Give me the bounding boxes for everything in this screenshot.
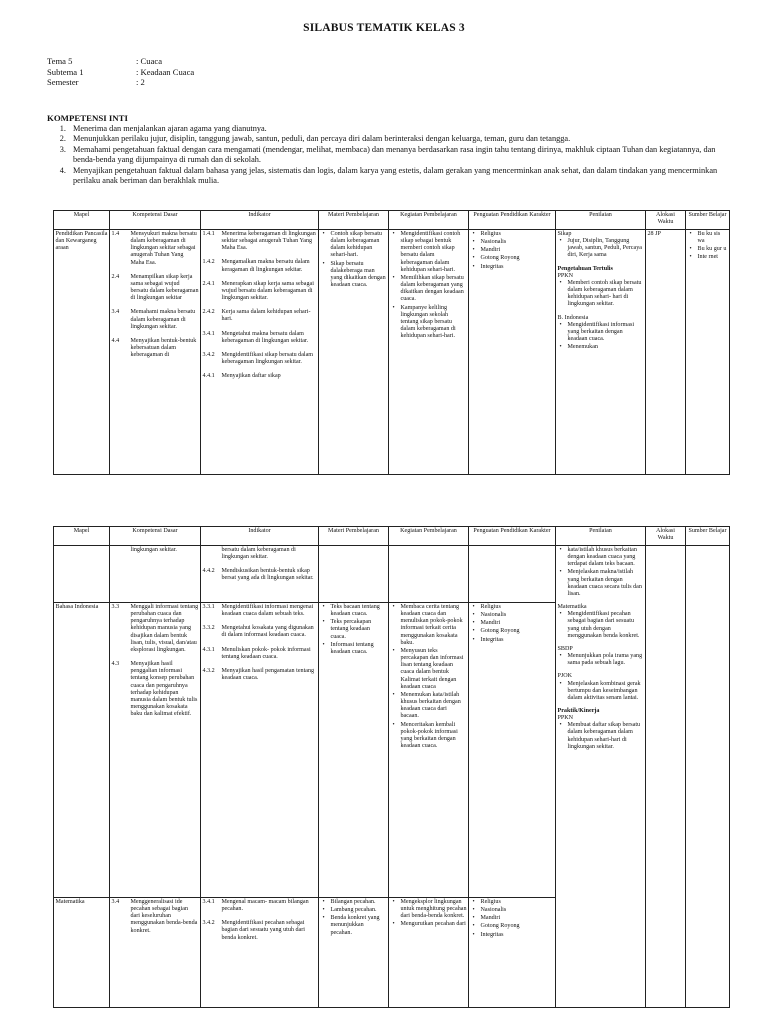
item-text: Mengetahui makna bersatu dalam keberagaman di lingkungan sekitar. [221, 330, 309, 344]
meta-label: Semester [47, 77, 79, 87]
kompetensi-inti-heading: KOMPETENSI INTI [47, 113, 128, 123]
bullet-item: • Nasionalis [471, 612, 554, 619]
penilaian-list [558, 238, 644, 259]
item-number: 3.3.2 [202, 625, 215, 632]
bullet-list [391, 899, 467, 929]
bullet-item: • Sikap bersatu dalakeberaga man yang dikaitkan dengan keadaan cuaca. [321, 261, 387, 290]
cell-penilaian [556, 546, 646, 1008]
cell-karakter [469, 898, 556, 1008]
bullet-item: • Benda konkret yang menunjukkan pecahan. [321, 915, 387, 936]
penilaian-heading: B. Indonesia [557, 314, 589, 321]
bullet-list [471, 899, 554, 939]
bullet-item: • Bu ku gur u [688, 246, 728, 253]
cell-indikator [201, 603, 319, 898]
item-number: 3.4.2 [202, 920, 215, 927]
table-header-row [54, 527, 730, 546]
numbered-item [203, 373, 317, 380]
bullet-item: • Mengidentifikasi informasi yang berkaitan dengan keadaan cuaca. [558, 322, 644, 343]
numbered-item [112, 231, 199, 267]
cell-alokasi [646, 546, 686, 1008]
bullet-list [321, 604, 387, 656]
bullet-item: • Integritas [471, 264, 554, 271]
cell-kegiatan [389, 603, 469, 898]
item-number: 4.4 [111, 337, 120, 344]
bullet-list [471, 231, 554, 271]
bullet-item: • Mengeksplor lingkungan untuk menghitung pecahan dari benda-benda konkret. [391, 899, 467, 920]
meta-label: Tema 5 [47, 56, 73, 66]
ki-number: 3. [59, 144, 66, 154]
bullet-item: • Mandiri [471, 620, 554, 627]
item-text: Menuliskan pokok- pokok informasi tentang keadaan cuaca. [221, 646, 311, 660]
numbered-item [112, 604, 199, 654]
item-number: 3.3.1 [202, 604, 215, 610]
ki-text: Memahami pengetahuan faktual dengan cara mengamati (mendengar, melihat, membaca) dan menanya berdasarkan rasa ingin tahu tentang dirinya, makhluk ciptaan Tuhan dan kegiatannya, dan benda-benda yang dijumpainya di rumah dan di sekolah. [73, 144, 716, 165]
penilaian-heading: Praktik/Kinerja [557, 707, 600, 714]
header-alokasi: Alokasi Waktu [646, 211, 686, 230]
header-sumber: Sumber Belajar [686, 527, 730, 546]
meta-label: Subtema 1 [47, 66, 84, 77]
bullet-item: • Menyusun teks percakapan dan informasi lisan tentang keadaan cuaca dalam bentuk Kalimat terkait dengan keadaan cuaca [391, 648, 467, 691]
indicator-continuation [203, 547, 317, 561]
ki-number: 4. [59, 165, 66, 175]
bullet-item: • Lambang pecahan. [321, 907, 387, 914]
header-mapel: Mapel [54, 211, 110, 230]
bullet-item: • Gotong Royong [471, 923, 554, 930]
penilaian-heading: SBDP [557, 645, 573, 652]
header-indikator: Indikator [201, 527, 319, 546]
item-text: Menerima keberagaman di lingkungan sekitar sebagai anugerah Tuhan Yang Maha Esa. [221, 231, 316, 252]
header-kegiatan: Kegiatan Pembelajaran [389, 527, 469, 546]
bullet-item: • Mandiri [471, 247, 554, 254]
cell-kegiatan [389, 230, 469, 475]
cell-kompetensi-dasar [110, 230, 201, 475]
bullet-list [391, 231, 467, 340]
ki-item [47, 166, 737, 187]
bullet-list [321, 899, 387, 937]
syllabus-table-2 [53, 526, 730, 1008]
cell-materi [319, 230, 389, 475]
item-text: Mengidentifikasi pecahan sebagai bagian dari sesuatu yang utuh dari benda konkret. [221, 920, 305, 941]
meta-value: : 2 [136, 77, 145, 87]
cell-sumber [686, 230, 730, 475]
header-materi: Materi Pembelajaran [319, 527, 389, 546]
cell-kompetensi-dasar [110, 898, 201, 1008]
bullet-item: • Bu ku sis wa [688, 231, 728, 245]
cell-indikator [201, 230, 319, 475]
bullet-item: • Nasionalis [471, 239, 554, 246]
penilaian-heading: PPKN [557, 272, 574, 279]
item-text: Memahami makna bersatu dalam keberagaman di lingkungan sekitar. [130, 309, 196, 330]
meta-row-tema [47, 56, 194, 67]
item-text: Mendiskusikan bentuk-bentuk sikap bersat yang ada di lingkungan sekitar. [221, 568, 314, 582]
kd-text: lingkungan sekitar. [130, 547, 177, 553]
header-materi: Materi Pembelajaran [319, 211, 389, 230]
numbered-item [203, 352, 317, 366]
cell-kompetensi-dasar [110, 546, 201, 603]
header-kompetensi-dasar: Kompetensi Dasar [110, 211, 201, 230]
penilaian-list [558, 547, 644, 598]
item-number: 4.3.2 [202, 667, 215, 674]
cell-materi [319, 898, 389, 1008]
cell-mapel: Matematika [54, 898, 110, 1008]
table-header-row [54, 211, 730, 230]
numbered-item [203, 604, 317, 618]
item-text: Menyajikan bentuk-bentuk kebersatuan dalam keberagaman di [130, 337, 197, 359]
item-number: 4.4.2 [202, 568, 215, 575]
bullet-item: • Membaca cerita tentang keadaan cuaca dan menuliskan pokok-pokok informasi terkait cerita menggunakan kosakata baku. [391, 604, 467, 647]
item-number: 3.4.1 [202, 330, 215, 337]
ki-text: Menyajikan pengetahuan faktual dalam bahasa yang jelas, sistematis dan logis, dalam karya yang estetis, dalam gerakan yang mencerminkan anak sehat, dan dalam tindakan yang mencerminkan perilaku anak beriman dan berakhlak mulia. [73, 165, 718, 186]
bullet-item: • Menunjukkan pola irama yang sama pada sebuah lagu. [558, 653, 644, 667]
numbered-item [203, 231, 317, 252]
numbered-item [203, 647, 317, 661]
item-text: Mengidentifikasi informasi mengenai keadaan cuaca dalam sebuah teks. [221, 604, 314, 618]
penilaian-list [558, 611, 644, 640]
item-number: 3.4.2 [202, 351, 215, 358]
bullet-item: • kata/istilah khusus berkaitan dengan keadaan cuaca yang terdapat dalam teks bacaan. [558, 547, 644, 568]
document-meta [47, 56, 194, 88]
cell-alokasi: 28 JP [646, 230, 686, 475]
cell-materi [319, 603, 389, 898]
item-text: Menyajikan daftar sikap [221, 373, 281, 380]
penilaian-list [558, 280, 644, 309]
item-text: Kerja sama dalam kehidupan sehari- hari. [221, 309, 311, 323]
bullet-item: • Kampanye keliling lingkungan sekolah tentang sikap bersatu dalam keberagaman di kehidupan sehari-hari. [391, 305, 467, 341]
header-kompetensi-dasar: Kompetensi Dasar [110, 527, 201, 546]
cell-mapel: Pendidikan Pancasila dan Kewarganeg araan [54, 230, 110, 475]
item-number: 3.4 [111, 899, 120, 905]
numbered-item [112, 309, 199, 330]
penilaian-heading: PJOK [557, 673, 573, 680]
penilaian-heading: PPKN [557, 715, 574, 722]
ki-text: Menunjukkan perilaku jujur, disiplin, tanggung jawab, santun, peduli, dan percaya diri dalam berinteraksi dengan keluarga, teman, guru dan tetangga. [73, 134, 571, 144]
cell-kegiatan [389, 898, 469, 1008]
cell-karakter [469, 230, 556, 475]
item-number: 2.4.2 [202, 309, 215, 316]
item-text: Mengidentifikasi sikap bersatu dalam keberagaman lingkungan sekitar. [221, 351, 314, 366]
bullet-item: • Integritas [471, 637, 554, 644]
cell-karakter [469, 603, 556, 898]
header-alokasi: Alokasi Waktu [646, 527, 686, 546]
item-text: Menggeneralisasi ide pecahan sebagai bagian dari keseluruhan menggunakan benda-benda konkret. [130, 899, 198, 934]
cell-indikator [201, 546, 319, 603]
item-text: Menggali informasi tentang perubahan cuaca dan pengaruhnya terhadap kehidupan manusia yang disajikan dalam bentuk lisan, tulis, visual, dan/atau eksplorasi lingkungan. [130, 604, 199, 653]
bullet-item: • Jujur, Disiplin, Tanggung jawab, santun, Peduli, Percaya diri, Kerja sama [558, 238, 644, 259]
cell-sumber [686, 546, 730, 1008]
item-number: 4.4.1 [202, 373, 215, 380]
header-penilaian: Penilaian [556, 211, 646, 230]
bullet-item: • Religius [471, 899, 554, 906]
bullet-item: • Teks bacaan tentang keadaan cuaca. [321, 604, 387, 618]
bullet-item: • Memberi contoh sikap bersatu dalam keberagaman dalam kehidupan sehari- hari di lingkungan sekitar. [558, 280, 644, 309]
bullet-item: • Mengidentifikasi pecahan sebagai bagian dari sesuatu yang utuh dengan menggunakan benda konkret. [558, 611, 644, 640]
ki-item [47, 145, 737, 166]
numbered-item [203, 920, 317, 941]
numbered-item [203, 281, 317, 302]
penilaian-list [558, 681, 644, 702]
bullet-item: • Gotong Royong [471, 255, 554, 262]
kd-continuation [112, 547, 199, 554]
numbered-item [112, 661, 199, 718]
bullet-list [321, 231, 387, 289]
bullet-item: • Contoh sikap bersatu dalam keberagaman dalam kehidupan sehari-hari. [321, 231, 387, 260]
bullet-item: • Menjelaskan kombinasi gerak bertumpu dan keseimbangan dalam aktivitas senam lantai. [558, 681, 644, 702]
numbered-item [112, 338, 199, 359]
cell-penilaian [556, 230, 646, 475]
item-number: 2.4 [111, 273, 120, 280]
numbered-item [203, 568, 317, 582]
header-karakter: Penguatan Pendidikan Karakter [469, 211, 556, 230]
kompetensi-inti-list [47, 124, 737, 186]
numbered-item [203, 668, 317, 682]
penilaian-list [558, 322, 644, 352]
penilaian-list [558, 722, 644, 751]
ki-text: Menerima dan menjalankan ajaran agama yang dianutnya. [73, 124, 267, 133]
numbered-item [203, 899, 317, 913]
bullet-item: • Menemukan kata/istilah khusus berkaitan dengan keadaan cuaca dari bacaan. [391, 692, 467, 721]
penilaian-heading: Sikap [557, 231, 572, 237]
bullet-item: • Inte rnet [688, 254, 728, 261]
header-indikator: Indikator [201, 211, 319, 230]
item-number: 1.4.2 [202, 259, 215, 266]
item-number: 3.3 [111, 604, 120, 610]
bullet-list [391, 604, 467, 750]
item-number: 4.3.1 [202, 646, 215, 653]
numbered-item [203, 259, 317, 273]
bullet-item: • Teks percakapan tentang keadaan cuaca. [321, 619, 387, 640]
item-number: 4.3 [111, 661, 120, 668]
cell-materi [319, 546, 389, 603]
meta-row-semester [47, 77, 194, 88]
penilaian-list [558, 653, 644, 667]
numbered-item [203, 309, 317, 323]
bullet-item: • Integritas [471, 932, 554, 939]
item-text: Mengenal macam- macam bilangan pecahan. [221, 899, 309, 913]
bullet-item: • Informasi tentang keadaan cuaca. [321, 642, 387, 656]
bullet-item: • Mandiri [471, 915, 554, 922]
numbered-item [112, 899, 199, 935]
indicator-list [203, 568, 317, 582]
item-text: Menerapkan sikap kerja sama sebagai wujud bersatu dalam keberagaman di lingkungan sekitar. [221, 280, 314, 302]
cell-indikator [201, 898, 319, 1008]
bullet-item: • Mengidentifikasi contoh sikap sebagai bentuk memberi contoh sikap bersatu dalam keberagaman dalam kehidupan sehari-hari. [391, 231, 467, 274]
syllabus-table-1 [53, 210, 730, 475]
item-number: 3.4.1 [202, 899, 215, 905]
bullet-item: • Menjelaskan makna/istilah yang berkaitan dengan keadaan cuaca secara tulis dan lisan. [558, 569, 644, 598]
item-number: 3.4 [111, 309, 120, 316]
cell-karakter [469, 546, 556, 603]
header-kegiatan: Kegiatan Pembelajaran [389, 211, 469, 230]
cell-kompetensi-dasar [110, 603, 201, 898]
numbered-item [203, 331, 317, 345]
bullet-item: • Memilihkan sikap bersatu dalam keberagaman yang dikaitkan dengan keadaan cuaca. [391, 275, 467, 304]
ki-item [47, 134, 737, 144]
bullet-item: • Gotong Royong [471, 628, 554, 635]
indicator-text: bersatu dalam keberagaman di lingkungan sekitar. [221, 547, 296, 561]
ki-item [47, 124, 737, 134]
bullet-item: • Religius [471, 604, 554, 611]
item-text: Menyajikan hasil penggalian informasi tentang konsep perubahan cuaca dan pengaruhnya terhadap kehidupan manusia dalam bentuk tulis menggunakan kosakata baku dan kalimat efektif. [130, 661, 198, 718]
cell-mapel: Bahasa Indonesia [54, 603, 110, 898]
cell-kegiatan [389, 546, 469, 603]
penilaian-heading: Pengetahuan Tertulis [557, 265, 613, 272]
bullet-item: • Nasionalis [471, 907, 554, 914]
table-row [54, 230, 730, 475]
item-text: Menampilkan sikap kerja sama sebagai wujud bersatu dalam keberagaman di lingkungan sekitar [130, 273, 199, 302]
ki-number: 2. [59, 134, 66, 144]
bullet-item: • Bilangan pecahan. [321, 899, 387, 906]
item-text: Mensyukuri makna bersatu dalam keberagaman di lingkungan sekitar sebagai anugerah Tuhan Yang Maha Esa. [130, 231, 197, 266]
bullet-item: • Menemukan [558, 344, 644, 351]
bullet-list [471, 604, 554, 644]
bullet-item: • Membuat daftar sikap bersatu dalam keberagaman dalam kehidupan sehari-hari di lingkungan sekitar. [558, 722, 644, 751]
item-text: Mengetahui kosakata yang digunakan di dalam informasi keadaan cuaca. [221, 625, 314, 639]
ki-number: 1. [59, 124, 66, 133]
bullet-list [688, 231, 728, 262]
bullet-item: • Mengurutkan pecahan dari [391, 921, 467, 928]
meta-value: : Cuaca [136, 56, 163, 66]
bullet-item: • Menceritakan kembali pokok-pokok informasi yang berkaitan dengan keadaan cuaca. [391, 722, 467, 751]
cell-mapel [54, 546, 110, 603]
table-row [54, 546, 730, 603]
page-title: SILABUS TEMATIK KELAS 3 [303, 22, 465, 34]
header-mapel: Mapel [54, 527, 110, 546]
item-number: 1.4.1 [202, 231, 215, 237]
meta-value: : Keadaan Cuaca [136, 66, 195, 77]
item-number: 2.4.1 [202, 280, 215, 287]
header-penilaian: Penilaian [556, 527, 646, 546]
meta-row-subtema [47, 67, 194, 78]
item-number: 1.4 [111, 231, 120, 237]
header-sumber: Sumber Belajar [686, 211, 730, 230]
header-karakter: Penguatan Pendidikan Karakter [469, 527, 556, 546]
bullet-item: • Religius [471, 231, 554, 238]
item-text: Mengamalkan makna bersatu dalam keragaman di lingkungan sekitar. [221, 259, 310, 273]
numbered-item [112, 274, 199, 303]
penilaian-heading: Matematika [557, 604, 587, 611]
numbered-item [203, 625, 317, 639]
item-text: Menyajikan hasil pengamatan tentang keadaan cuaca. [221, 667, 315, 682]
